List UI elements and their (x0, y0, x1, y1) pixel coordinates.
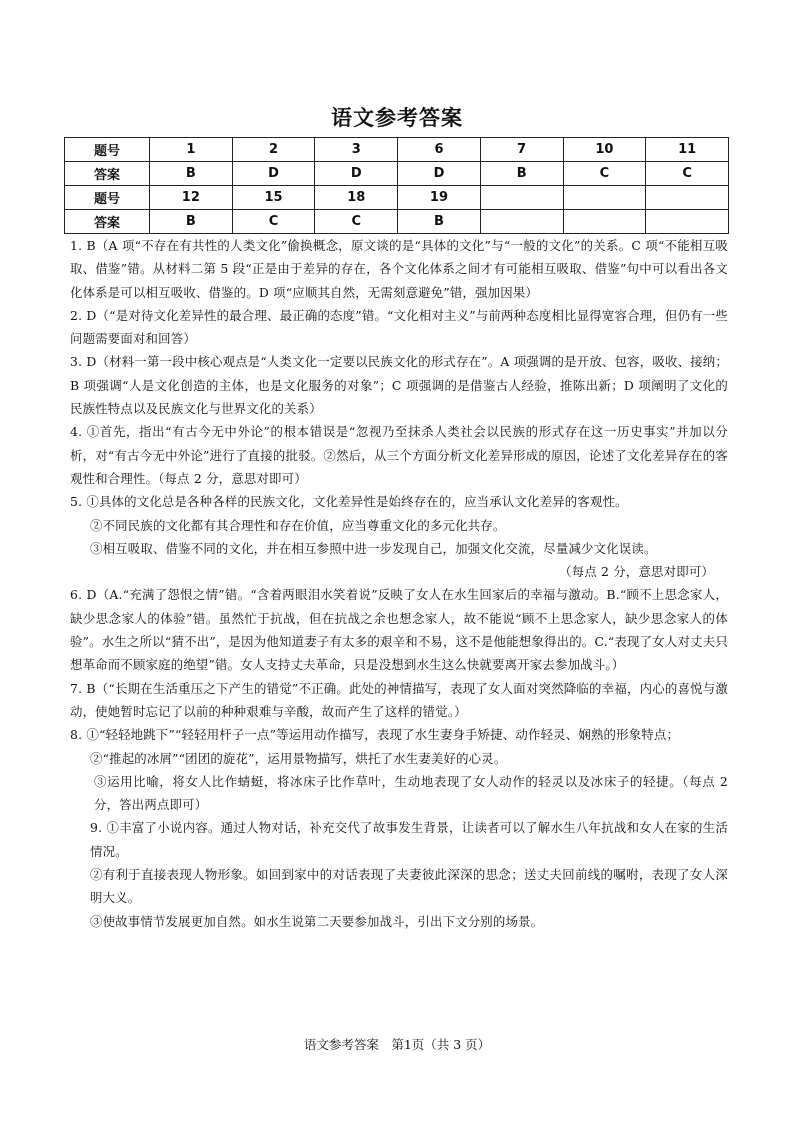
answer-2: 2. D（“是对待文化差异性的最合理、最正确的态度”错。“文化相对主义”与前两种态度相比显得宽容合理，但仍有一些问题需要面对和回答） (70, 307, 728, 347)
table-cell: 3 (315, 138, 398, 162)
answer-5: 5. ①具体的文化总是各种各样的民族文化，文化差异性是始终存在的，应当承认文化差异的客观性。 (70, 494, 628, 510)
table-cell: C (646, 162, 729, 186)
answer-1: 1. B（A 项“不存在有共性的人类文化”偷换概念，原文谈的是“具体的文化”与“一般的文化”的关系。C 项“不能相互吸取、借鉴”错。从材料二第 5 段“正是由于差异的存在，各个文化体系之间才有可能相互吸取、借鉴”句中可以看出各文化体系是可以相互吸收、借鉴的。D 项“应顺其自然，无需刻意避免”错，强加因果） (70, 238, 728, 300)
table-cell: 10 (563, 138, 646, 162)
table-cell: 12 (150, 186, 233, 210)
table-cell: C (232, 210, 315, 234)
table-cell: B (480, 162, 563, 186)
table-cell: 11 (646, 138, 729, 162)
answer-8-point-3: ③运用比喻，将女人比作蜻蜓，将冰床子比作草叶，生动地表现了女人动作的轻灵以及冰床子的轻捷。（每点 2 分，答出两点即可） (94, 773, 728, 813)
answer-6: 6. D（A.“充满了怨恨之情”错。“含着两眼泪水笑着说”反映了女人在水生回家后的幸福与激动。B.“顾不上思念家人，缺少思念家人的体验”错。虽然忙于抗战，但在抗战之余也想念家人，故不能说“顾不上思念家人，缺少思念家人的体验”。水生之所以“猜不出”，是因为他知道妻子有太多的艰辛和不易，这不是他能想象得出的。C.“表现了女人对丈夫只想革命而不顾家庭的绝望”错。女人支持丈夫革命，只是没想到水生这么快就要离开家去参加战斗。） (70, 587, 728, 673)
table-cell: B (398, 210, 481, 234)
answer-3: 3. D（材料一第一段中核心观点是“人类文化一定要以民族文化的形式存在”。A 项强调的是开放、包容，吸收、接纳；B 项强调“人是文化创造的主体，也是文化服务的对象”；C 项强调的是借鉴古人经验，推陈出新；D 项阐明了文化的民族性特点以及民族文化与世界文化的关系） (70, 354, 728, 417)
table-cell: C (315, 210, 398, 234)
answer-5-point-2: ②不同民族的文化都有其合理性和存在价值，应当尊重文化的多元化共存。 (90, 517, 506, 533)
table-row-header: 答案 (65, 162, 150, 186)
table-cell (563, 210, 646, 234)
table-row-header: 题号 (65, 186, 150, 210)
table-cell: D (232, 162, 315, 186)
table-row (65, 162, 729, 186)
table-cell (480, 186, 563, 210)
answer-explanations (70, 234, 728, 933)
table-cell (480, 210, 563, 234)
page-footer: 语文参考答案 第1页（共 3 页） (303, 1037, 491, 1052)
table-row-header: 题号 (65, 138, 150, 162)
answer-9-point-3: ③使故事情节发展更加自然。如水生说第二天要参加战斗，引出下文分别的场景。 (90, 913, 544, 929)
table-cell: D (315, 162, 398, 186)
answer-9: 9. ①丰富了小说内容。通过人物对话，补充交代了故事发生背景，让读者可以了解水生八年抗战和女人在家的生活情况。 (90, 820, 728, 859)
table-cell: C (563, 162, 646, 186)
table-row (65, 210, 729, 234)
answer-8-point-2: ②“推起的冰屑”“团团的旋花”，运用景物描写，烘托了水生妻美好的心灵。 (90, 750, 507, 766)
answer-table (64, 137, 729, 234)
table-row (65, 186, 729, 210)
table-row-header: 答案 (65, 210, 150, 234)
table-cell (646, 186, 729, 210)
answer-5-point-3: ③相互吸取、借鉴不同的文化，并在相互参照中进一步发现自己，加强文化交流，尽量减少文化误读。 (90, 540, 657, 556)
answer-4: 4. ①首先，指出“有古今无中外论”的根本错误是“忽视乃至抹杀人类社会以民族的形式存在这一历史事实”并加以分析，对“有古今无中外论”进行了直接的批驳。②然后，从三个方面分析文化差异形成的原因，论述了文化差异存在的客观性和合理性。（每点 2 分，意思对即可） (70, 424, 728, 486)
table-cell: B (150, 162, 233, 186)
answer-7: 7. B（“长期在生活重压之下产生的错觉”不正确。此处的神情描写，表现了女人面对突然降临的幸福，内心的喜悦与激动，使她暂时忘记了以前的种种艰难与辛酸，故而产生了这样的错觉。） (70, 680, 728, 719)
table-cell (646, 210, 729, 234)
table-cell: D (398, 162, 481, 186)
table-cell: 15 (232, 186, 315, 210)
answer-9-point-2: ②有利于直接表现人物形象。如回到家中的对话表现了夫妻彼此深深的思念；送丈夫回前线的嘱咐，表现了女人深明大义。 (90, 867, 728, 906)
table-cell (563, 186, 646, 210)
table-cell: 18 (315, 186, 398, 210)
table-cell: 1 (150, 138, 233, 162)
table-cell: 2 (232, 138, 315, 162)
answer-8: 8. ①“轻轻地跳下”“轻轻用杆子一点”等运用动作描写，表现了水生妻身手矫捷、动作轻灵、娴熟的形象特点； (70, 727, 680, 743)
table-cell: 19 (398, 186, 481, 210)
table-cell: 6 (398, 138, 481, 162)
table-cell: 7 (480, 138, 563, 162)
page-title: 语文参考答案 (331, 106, 463, 130)
table-row (65, 138, 729, 162)
answer-5-scoring: （每点 2 分，意思对即可） (559, 564, 714, 580)
table-cell: B (150, 210, 233, 234)
